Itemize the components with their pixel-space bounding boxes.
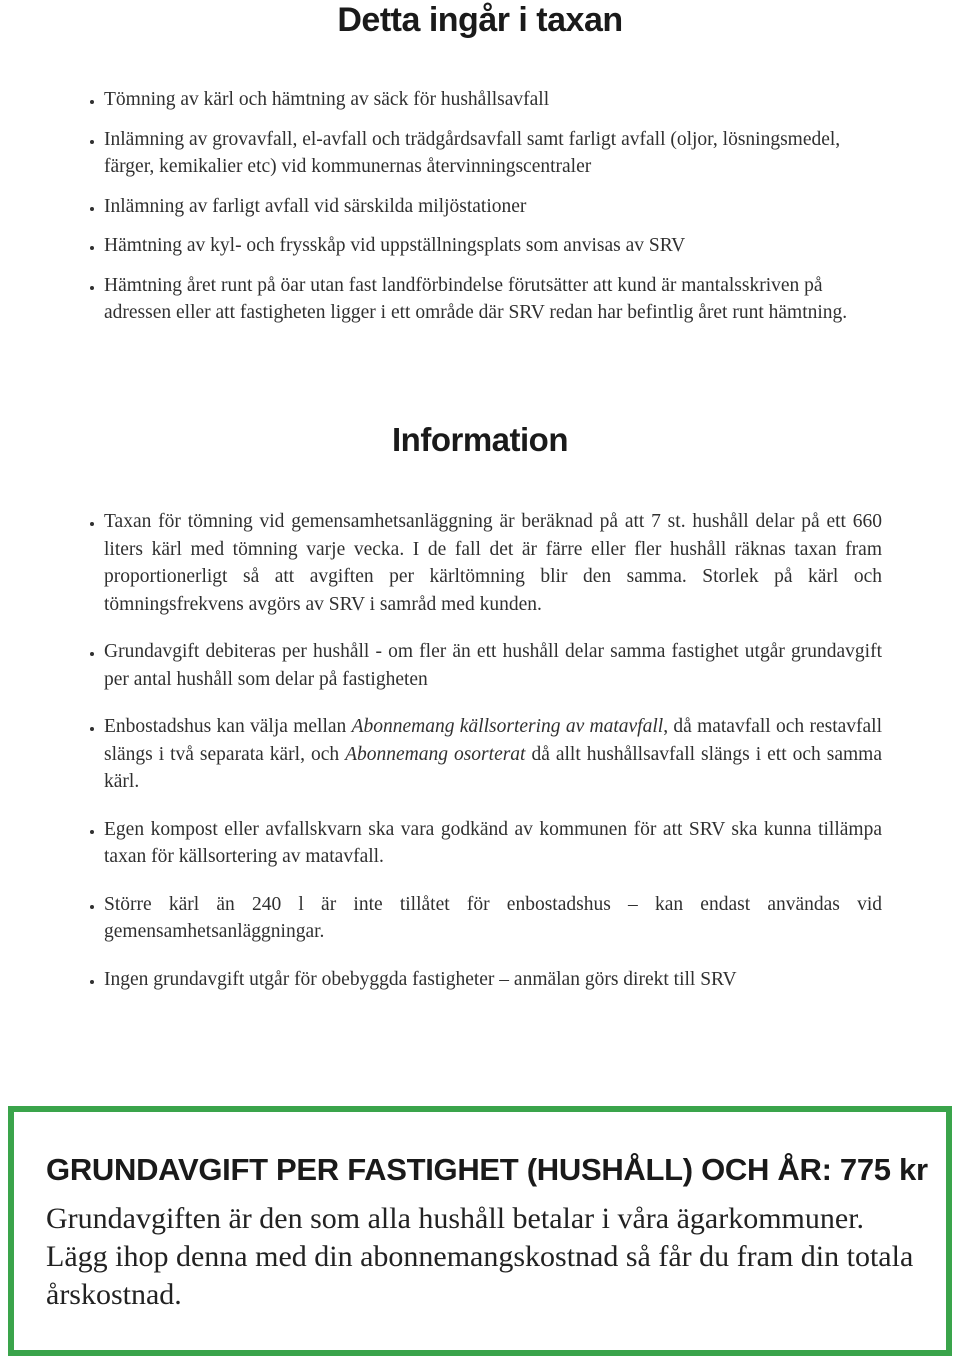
list-item: • Taxan för tömning vid gemensamhetsanläggning är beräknad på att 7 st. hushåll delar på ett 660 liters kärl med tömning varje vecka. I de fall det är färre eller fler hushåll räknas taxan fram proportionerligt så att avgiften per kärltömning blir den samma. Storlek på kärl och tömningsfrekvens avgörs av SRV i samråd med kunden.: [104, 508, 882, 618]
list-item: • Inlämning av farligt avfall vid särskilda miljöstationer: [104, 193, 894, 221]
list-item: • Inlämning av grovavfall, el-avfall och trädgårdsavfall samt farligt avfall (oljor, lösningsmedel, färger, kemikalier etc) vid kommunernas återvinningscentraler: [104, 126, 894, 181]
subscription-option-unsorted: Abonnemang osorterat: [345, 743, 526, 765]
item-text: Enbostadshus kan välja mellan: [104, 716, 352, 737]
list-item: • Egen kompost eller avfallskvarn ska vara godkänd av kommunen för att SRV ska kunna tillämpa taxan för källsortering av matavfall.: [104, 816, 882, 871]
item-text: , då matavfall och restavfall slängs i två separata kärl, och: [104, 716, 882, 765]
information-list: [80, 508, 882, 1013]
list-item: • Hämtning året runt på öar utan fast landförbindelse förutsätter att kund är mantalsskriven på adressen eller att fastigheten ligger i ett område där SRV redan har befintlig året runt hämtning.: [104, 272, 894, 327]
list-item: • Tömning av kärl och hämtning av säck för hushållsavfall: [104, 86, 894, 114]
list-item: • Hämtning av kyl- och frysskåp vid uppställningsplats som anvisas av SRV: [104, 232, 894, 260]
list-item: • Större kärl än 240 l är inte tillåtet för enbostadshus – kan endast användas vid gemensamhetsanläggningar.: [104, 891, 882, 946]
list-item: • Grundavgift debiteras per hushåll - om fler än ett hushåll delar samma fastighet utgår grundavgift per antal hushåll som delar på fastigheten: [104, 638, 882, 693]
information-heading: Information: [392, 421, 568, 458]
item-text: då allt hushållsavfall slängs i ett och samma kärl.: [104, 743, 882, 792]
list-item: [104, 713, 882, 796]
fee-description: Grundavgiften är den som alla hushåll betalar i våra ägarkommuner. Lägg ihop denna med din abonnemangskostnad så får du fram din totala årskostnad.: [46, 1202, 914, 1311]
fee-heading: GRUNDAVGIFT PER FASTIGHET (HUSHÅLL) OCH ÅR: 775 kr: [46, 1152, 928, 1187]
list-item: • Ingen grundavgift utgår för obebyggda fastigheter – anmälan görs direkt till SRV: [104, 966, 882, 994]
page-title: Detta ingår i taxan: [337, 1, 623, 39]
subscription-option-sorted: Abonnemang källsortering av matavfall: [351, 716, 664, 737]
fee-box: [8, 1106, 952, 1356]
included-list: [80, 86, 894, 339]
